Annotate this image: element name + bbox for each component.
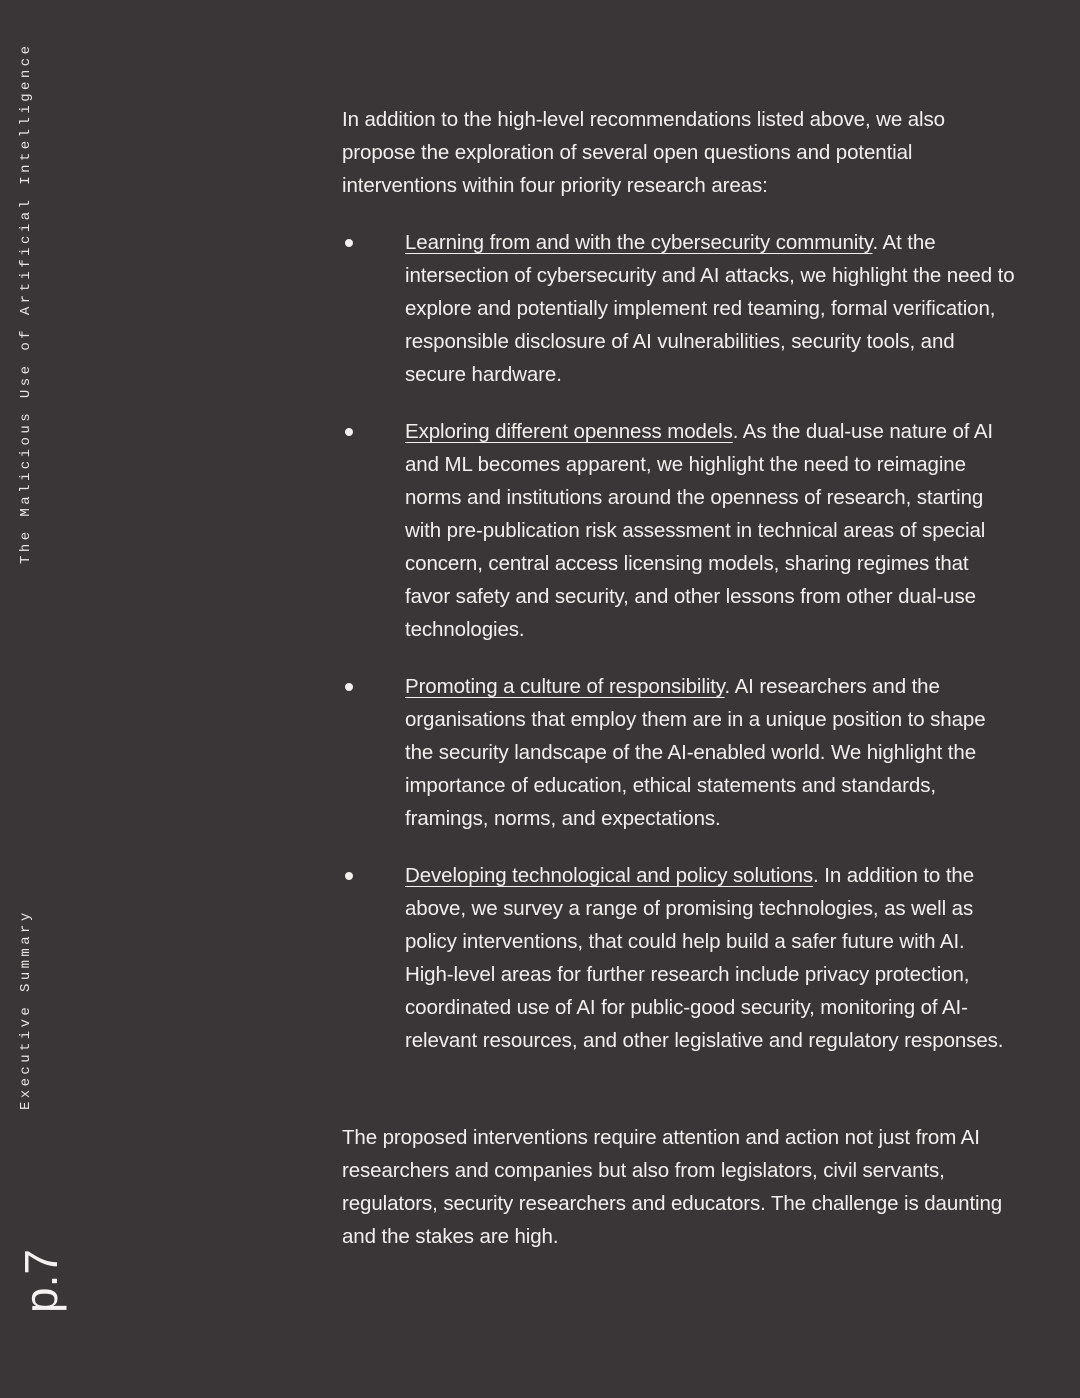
area-link-technological-policy-solutions[interactable]: Developing technological and policy solutions: [405, 864, 814, 887]
bullet-icon: [345, 428, 353, 436]
area-description: . AI researchers and the organisations that employ them are in a unique position to shape the security landscape of the AI-enabled world. We highlight the importance of education, ethical statements and standards, framings, norms, and expectations.: [405, 675, 986, 830]
running-title: [12, 42, 36, 564]
area-link-cybersecurity[interactable]: Learning from and with the cybersecurity community: [405, 231, 873, 254]
list-item: [342, 226, 1015, 391]
main-content: [342, 103, 1032, 1253]
list-item: [342, 670, 1015, 835]
area-link-culture-of-responsibility[interactable]: Promoting a culture of responsibility: [405, 675, 725, 698]
page-number-text: p.7: [15, 1249, 67, 1313]
running-title-text: The Malicious Use of Artificial Intelligence: [18, 42, 34, 564]
list-item: [342, 859, 1015, 1057]
list-item: [342, 415, 1015, 646]
bullet-icon: [345, 239, 353, 247]
bullet-icon: [345, 872, 353, 880]
bullet-icon: [345, 683, 353, 691]
area-description: . As the dual-use nature of AI and ML becomes apparent, we highlight the need to reimagine norms and institutions around the openness of research, starting with pre-publication risk assessment in technical areas of special concern, central access licensing models, sharing regimes that favor safety and security, and other lessons from other dual-use technologies.: [405, 420, 994, 641]
intro-paragraph: In addition to the high-level recommendations listed above, we also propose the exploration of several open questions and potential interventions within four priority research areas:: [342, 108, 945, 197]
section-label-text: Executive Summary: [18, 909, 34, 1110]
area-link-openness-models[interactable]: Exploring different openness models: [405, 420, 733, 443]
closing-paragraph: The proposed interventions require attention and action not just from AI researchers and companies but also from legislators, civil servants, regulators, security researchers and educators. The challenge is daunting and the stakes are high.: [342, 1126, 1003, 1248]
area-description: . At the intersection of cybersecurity and AI attacks, we highlight the need to explore and potentially implement red teaming, formal verification, responsible disclosure of AI vulnerabilities, security tools, and secure hardware.: [405, 231, 1015, 386]
area-description: . In addition to the above, we survey a range of promising technologies, as well as policy interventions, that could help build a safer future with AI. High-level areas for further research include privacy protection, coordinated use of AI for public-good security, monitoring of AI-relevant resources, and other legislative and regulatory responses.: [405, 864, 1004, 1052]
section-label: [12, 909, 36, 1110]
page-number: [15, 1245, 68, 1315]
research-areas-list: [342, 226, 1032, 1057]
